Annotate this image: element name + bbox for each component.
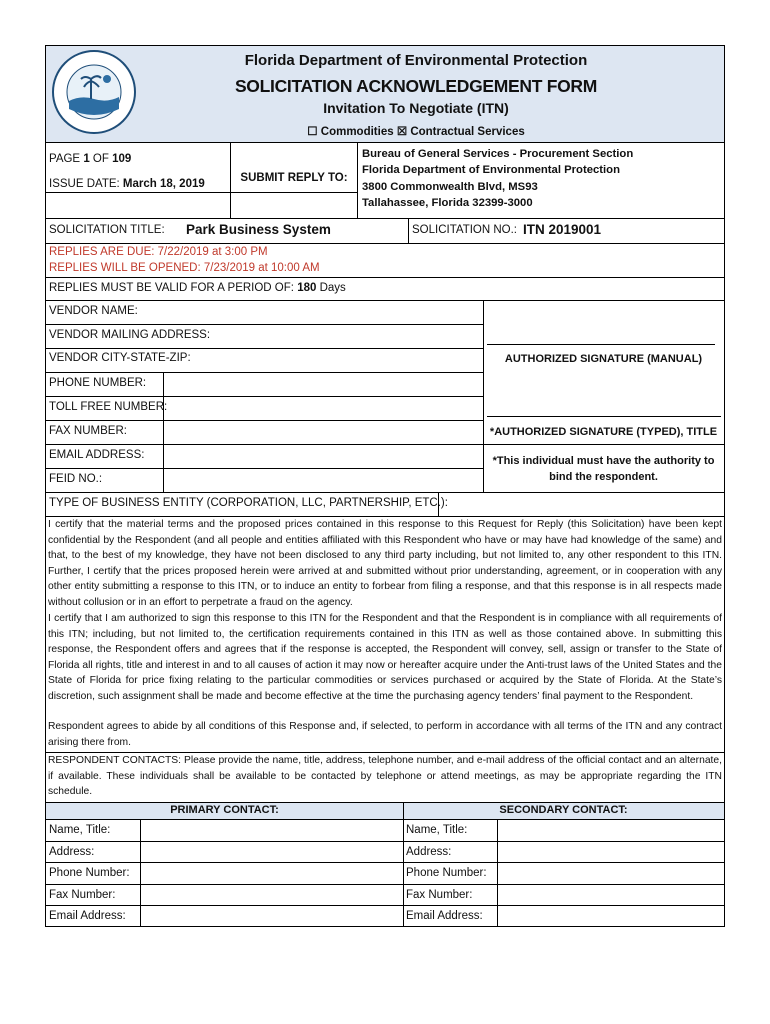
certification-paragraph-1: I certify that the material terms and the proposed prices contained in this response to this Request for Reply (this Solicitation) have been kept confidential by the Respondent (and all people and entities affiliated with this Respondent who have or may have had knowledge of the same) and that, to the best of my knowledge, they have not been disclosed to any third party including, but not limited to, any other respondent to this ITN. Further, I certify that the prices proposed herein were arrived at and submitted without prior understanding, agreement, or in cooperation with any other entity submitting a response to this ITN, or to induce an entity to forbear from filing a response, and that this response is in all respects made without collusion or in an effort to perpetrate a fraud on the agency. — [48, 519, 722, 608]
secondary-fax-label: Fax Number: — [406, 889, 473, 901]
vendor-input-column[interactable] — [163, 372, 483, 492]
primary-address-label: Address: — [49, 846, 95, 858]
validity-period: REPLIES MUST BE VALID FOR A PERIOD OF: 180 Days — [49, 282, 346, 294]
typed-signature-line[interactable] — [487, 416, 721, 417]
secondary-name-label: Name, Title: — [406, 824, 468, 836]
secondary-email-label: Email Address: — [406, 910, 483, 922]
solicitation-number-label: SOLICITATION NO.: — [412, 224, 517, 236]
manual-signature-line[interactable] — [487, 344, 715, 345]
replies-opened: REPLIES WILL BE OPENED: 7/23/2019 at 10:00 AM — [49, 262, 320, 274]
page-number: PAGE 1 OF 109 — [49, 153, 132, 165]
business-type-label: TYPE OF BUSINESS ENTITY (CORPORATION, LLC, PARTNERSHIP, ETC.): — [49, 497, 448, 509]
certification-paragraph-2: I certify that I am authorized to sign this response to this ITN for the Respondent and that the Respondent is in compliance with all requirements of this ITN; including, but not limited to, the certification requirements contained in this ITN as well as those contained above. In submitting this response, the Respondent offers and agrees that if the response is accepted, the Respondent will convey, sell, assign or transfer to the State of Florida all rights, title and interest in and to all causes of action it may now or hereafter acquire under the Anti-trust laws of the United States and the State of Florida for price fixing relating to the particular commodities or services purchased or acquired by the State of Florida. At the State’s discretion, such assignment shall be made and become effective at the time the purchasing agency tenders’ final payment to the Respondent. — [48, 613, 722, 702]
commodities-label: Commodities — [320, 126, 394, 138]
vendor-name-label: VENDOR NAME: — [49, 305, 138, 317]
form-title: SOLICITATION ACKNOWLEDGEMENT FORM — [234, 76, 598, 96]
tollfree-label: TOLL FREE NUMBER: — [49, 401, 168, 413]
contractual-label: Contractual Services — [410, 126, 525, 138]
phone-label: PHONE NUMBER: — [49, 377, 147, 389]
secondary-contact-header: SECONDARY CONTACT: — [499, 804, 628, 816]
solicitation-title-label: SOLICITATION TITLE: — [49, 224, 165, 236]
vendor-city-label: VENDOR CITY-STATE-ZIP: — [49, 352, 191, 364]
form-subtitle: Invitation To Negotiate (ITN) — [323, 100, 509, 116]
primary-email-label: Email Address: — [49, 910, 126, 922]
contractual-checkbox[interactable]: ☒ — [396, 126, 408, 138]
solicitation-form — [45, 45, 725, 927]
dep-seal-logo — [51, 49, 137, 135]
primary-phone-label: Phone Number: — [49, 867, 130, 879]
email-label: EMAIL ADDRESS: — [49, 449, 145, 461]
primary-fax-label: Fax Number: — [49, 889, 116, 901]
submission-address: Bureau of General Services - Procurement Section Florida Department of Environmental Protection 3800 Commonwealth Blvd, MS93 Tallahassee, Florida 32399-3000 — [362, 148, 634, 209]
solicitation-title: Park Business System — [186, 222, 331, 237]
feid-label: FEID NO.: — [49, 473, 103, 485]
commodities-checkbox[interactable]: ☐ — [307, 126, 318, 138]
signature-manual-label: AUTHORIZED SIGNATURE (MANUAL) — [504, 353, 703, 365]
vendor-mailing-label: VENDOR MAILING ADDRESS: — [49, 329, 211, 341]
service-type-options — [146, 124, 686, 138]
authority-note: *This individual must have the authority to bind the respondent. — [492, 455, 715, 483]
secondary-address-label: Address: — [406, 846, 452, 858]
primary-contact-header: PRIMARY CONTACT: — [170, 804, 279, 816]
fax-label: FAX NUMBER: — [49, 425, 127, 437]
primary-name-label: Name, Title: — [49, 824, 111, 836]
signature-typed-label: *AUTHORIZED SIGNATURE (TYPED), TITLE — [489, 426, 718, 438]
solicitation-number: ITN 2019001 — [523, 222, 602, 237]
secondary-phone-label: Phone Number: — [406, 867, 487, 879]
submit-reply-label: SUBMIT REPLY TO: — [240, 172, 348, 184]
agency-title: Florida Department of Environmental Protection — [244, 52, 588, 69]
respondent-contacts-paragraph: RESPONDENT CONTACTS: Please provide the name, title, address, telephone number, and e-mail address of the official contact and an alternate, if available. These individuals shall be available to be contacted by telephone or attend meetings, as may be appropriate regarding the ITN schedule. — [48, 755, 722, 797]
issue-date: ISSUE DATE: March 18, 2019 — [49, 178, 205, 190]
replies-due: REPLIES ARE DUE: 7/22/2019 at 3:00 PM — [49, 246, 268, 258]
agreement-paragraph: Respondent agrees to abide by all conditions of this Response and, if selected, to perform in accordance with all terms of the ITN and any contract arising there from. — [48, 721, 722, 748]
